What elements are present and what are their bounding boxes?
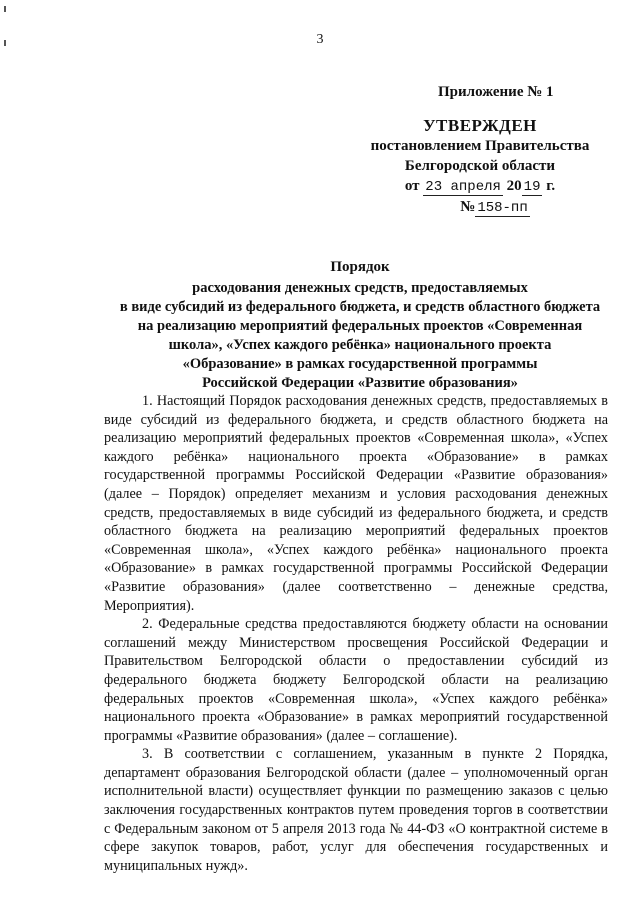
date-year-prefix: 20	[506, 178, 522, 194]
page-number: 3	[316, 32, 324, 47]
paragraph-1: 1. Настоящий Порядок расходования денежных средств, предоставляемых в виде субсидий из федерального бюджета, и средств областного бюджета на реализацию мероприятий федеральных проектов «Современная школа», «Успех каждого ребёнка» национального проекта «Образование» в рамках государственной программы Российской Федерации «Развитие образования» (далее – Порядок) определяет механизм и условия расходования денежных средств, предоставляемых в виде субсидий из федерального бюджета, и средств областного бюджета на реализацию мероприятий федеральных проектов «Современная школа», «Успех каждого ребёнка» национального проекта «Образование» в рамках государственной программы Российской Федерации «Развитие образования» (далее соответственно – денежные средства, Мероприятия).	[104, 393, 608, 614]
paragraph-3: 3. В соответствии с соглашением, указанным в пункте 2 Порядка, департамент образования Белгородской области (далее – уполномоченный орган исполнительной власти) осуществляет функции по размещению заказов с целью заключения государственных контрактов путем проведения торгов в соответствии с Федеральным законом от 5 апреля 2013 года № 44-ФЗ «О контрактной системе в сфере закупок товаров, работ, услуг для обеспечения государственных и муниципальных нужд».	[104, 746, 608, 874]
date-suffix: г.	[546, 178, 556, 194]
title-main: Порядок	[330, 259, 390, 275]
date-year-suffix: 19	[523, 179, 541, 195]
appendix-label: Приложение № 1	[438, 84, 554, 100]
date-prefix: от	[404, 178, 420, 194]
scan-artifact	[4, 6, 6, 12]
number-value: 158-пп	[477, 200, 528, 216]
title-line: школа», «Успех каждого ребёнка» национального проекта	[168, 337, 552, 353]
paragraph-2: 2. Федеральные средства предоставляются бюджету области на основании соглашений между Министерством просвещения Российской Федерации и Правительством Белгородской области о предоставлении субсидий из федерального бюджета бюджету Белгородской области на реализацию федеральных проектов «Современная школа», «Успех каждого ребёнка» национального проекта «Образование» в рамках мероприятий государственной программы «Развитие образования» (далее – соглашение).	[104, 616, 608, 744]
approved-by-line: постановлением Правительства	[370, 138, 590, 154]
title-line: расходования денежных средств, предоставляемых	[192, 280, 528, 296]
approval-block	[360, 82, 600, 218]
date-day: 23 апреля	[425, 179, 501, 195]
number-prefix: №	[460, 199, 476, 215]
document-title	[95, 258, 625, 393]
decree-date	[360, 176, 600, 197]
decree-number	[390, 197, 600, 218]
title-line: на реализацию мероприятий федеральных проектов «Современная	[137, 318, 583, 334]
title-line: в виде субсидий из федерального бюджета, и средств областного бюджета	[119, 299, 601, 315]
document-body	[104, 392, 608, 875]
region-line: Белгородской области	[404, 158, 556, 174]
title-line: «Образование» в рамках государственной программы	[182, 356, 538, 372]
title-line: Российской Федерации «Развитие образования»	[202, 375, 518, 391]
approved-heading: УТВЕРЖДЕН	[423, 116, 537, 135]
